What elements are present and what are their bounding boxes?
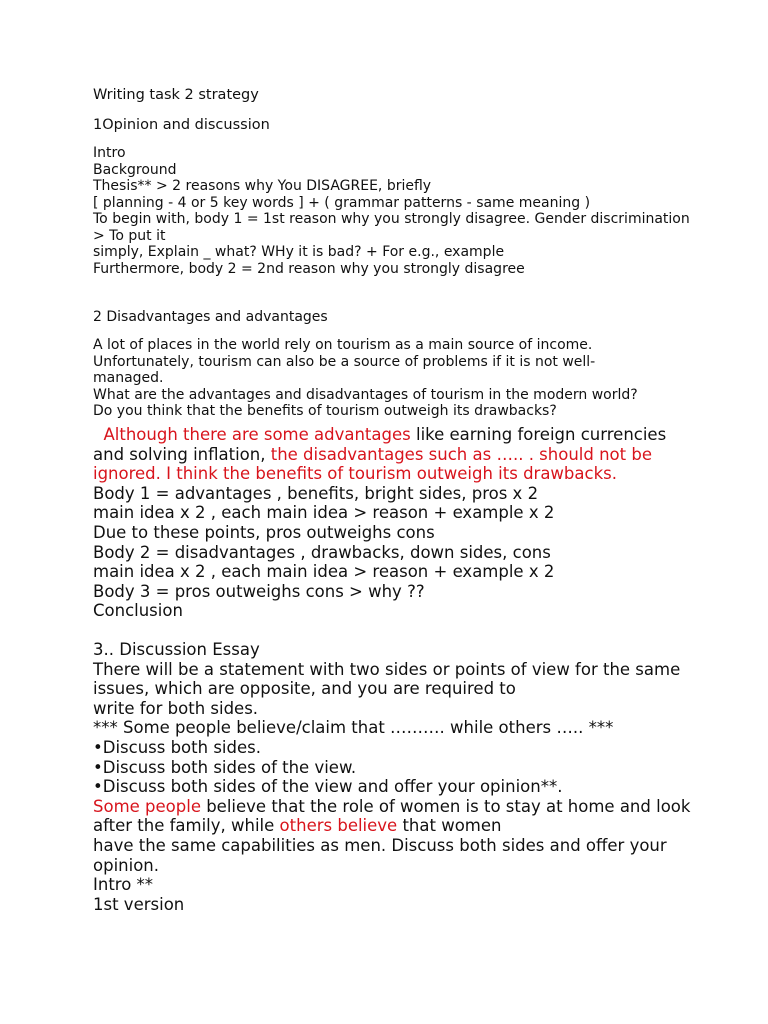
text-span: like earning foreign currencies bbox=[410, 425, 667, 444]
text-line: [ planning - 4 or 5 key words ] + ( grammar patterns - same meaning ) bbox=[93, 194, 591, 211]
text-line: main idea x 2 , each main idea > reason + example x 2 bbox=[93, 562, 555, 582]
text-line: have the same capabilities as men. Discuss both sides and offer your bbox=[93, 835, 667, 855]
text-line: A lot of places in the world rely on tourism as a main source of income. bbox=[93, 337, 593, 353]
thesis-line-3: ignored. I think the benefits of tourism outweigh its drawbacks. bbox=[93, 464, 617, 484]
section2-heading: 2 Disadvantages and advantages bbox=[93, 309, 328, 325]
text-line: Body 3 = pros outweighs cons > why ?? bbox=[93, 581, 425, 601]
highlight-text: Some people bbox=[93, 796, 201, 816]
section2-prompt bbox=[93, 337, 638, 420]
example-line-1 bbox=[93, 797, 690, 817]
text-line: What are the advantages and disadvantages of tourism in the modern world? bbox=[93, 386, 638, 403]
text-line: Do you think that the benefits of tourism outweigh its drawbacks? bbox=[93, 403, 557, 419]
text-span: after the family, while bbox=[93, 816, 280, 836]
text-line: Body 1 = advantages , benefits, bright sides, pros x 2 bbox=[93, 483, 539, 503]
bullet-line: •Discuss both sides. bbox=[93, 737, 261, 757]
text-line: Thesis** > 2 reasons why You DISAGREE, briefly bbox=[93, 178, 432, 194]
text-line: simply, Explain _ what? WHy it is bad? + For e.g., example bbox=[93, 244, 505, 260]
text-line: 1st version bbox=[93, 894, 185, 914]
text-line: issues, which are opposite, and you are required to bbox=[93, 679, 516, 699]
text-line: write for both sides. bbox=[93, 698, 259, 718]
text-line: There will be a statement with two sides or points of view for the same bbox=[93, 659, 681, 679]
section2-body bbox=[93, 425, 666, 621]
text-line: Intro ** bbox=[93, 875, 154, 895]
text-span: believe that the role of women is to stay at home and look bbox=[200, 796, 691, 816]
text-line: Due to these points, pros outweighs cons bbox=[93, 522, 435, 542]
text-line: > To put it bbox=[93, 227, 166, 244]
section1-heading: 1Opinion and discussion bbox=[93, 117, 270, 133]
text-line: opinion. bbox=[93, 855, 159, 875]
text-line: managed. bbox=[93, 370, 164, 386]
highlight-text: Although there are some advantages bbox=[103, 425, 411, 444]
bullet-line: •Discuss both sides of the view and offer your opinion**. bbox=[93, 777, 563, 797]
text-line: Background bbox=[93, 161, 177, 178]
text-line: Body 2 = disadvantages , drawbacks, down sides, cons bbox=[93, 542, 551, 562]
text-span: that women bbox=[397, 816, 502, 836]
section3-heading: 3.. Discussion Essay bbox=[93, 640, 260, 659]
example-line-2 bbox=[93, 816, 690, 836]
section1-body bbox=[93, 145, 690, 277]
text-line: Conclusion bbox=[93, 601, 183, 621]
text-line: Unfortunately, tourism can also be a source of problems if it is not well- bbox=[93, 353, 596, 370]
text-line: To begin with, body 1 = 1st reason why you strongly disagree. Gender discrimination bbox=[93, 211, 690, 227]
bullet-line: •Discuss both sides of the view. bbox=[93, 757, 357, 777]
thesis-line-1 bbox=[93, 425, 666, 445]
doc-title: Writing task 2 strategy bbox=[93, 87, 259, 103]
text-line: Furthermore, body 2 = 2nd reason why you strongly disagree bbox=[93, 260, 525, 277]
text-line: main idea x 2 , each main idea > reason + example x 2 bbox=[93, 503, 555, 523]
text-line: *** Some people believe/claim that ………. while others ….. *** bbox=[93, 718, 614, 738]
text-span: and solving inflation, bbox=[93, 444, 271, 464]
section3 bbox=[93, 640, 690, 914]
highlight-text: the disadvantages such as ….. . should not be bbox=[270, 444, 652, 464]
text-line: Intro bbox=[93, 145, 126, 161]
highlight-text: others believe bbox=[279, 816, 398, 836]
thesis-line-2 bbox=[93, 445, 666, 465]
